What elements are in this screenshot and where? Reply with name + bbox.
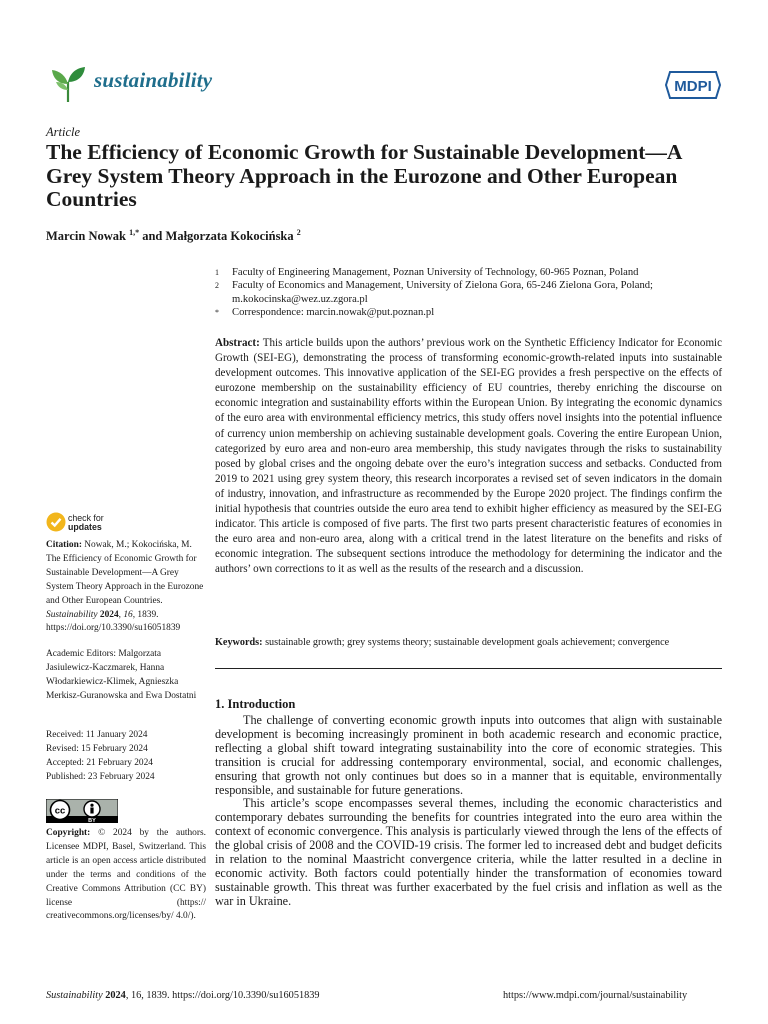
introduction-body — [215, 714, 722, 909]
sprout-icon — [48, 64, 88, 104]
received-date: Received: 11 January 2024 — [46, 730, 148, 740]
affiliation-item — [215, 266, 725, 279]
affiliation-item — [215, 279, 725, 306]
check-updates-line: updates — [68, 522, 102, 532]
published-date: Published: 23 February 2024 — [46, 771, 155, 782]
paragraph: This article’s scope encompasses several themes, including the economic characteristics and contemporary debates surrounding the benefits for countries integrated into the euro area within the context of economic convergence. This analysis is particularly viewed through the lens of the effects of the global crisis of 2008 and the COVID-19 crisis. The former led to increased debt and budget deficits in relation to the nominal Maastricht convergence criteria, while the latter resulted in a decline in economic activity. Both factors could potentially hinder the transformation of economies toward sustainable growth. This threat was further exacerbated by the fuel crisis and inflation as well as the war in Ukraine. — [215, 796, 722, 908]
author-name: Marcin Nowak — [46, 229, 126, 244]
author-list — [46, 228, 301, 244]
footer-journal-url[interactable]: https://www.mdpi.com/journal/sustainability — [503, 990, 688, 1001]
citation-label: Citation: — [46, 540, 82, 550]
affiliation-text: Faculty of Economics and Management, University of Zielona Gora, 65-246 Zielona Gora, Poland; m.kokocinska@wez.uz.zgora.pl — [232, 280, 653, 305]
cc-by-license-icon[interactable] — [46, 799, 118, 823]
svg-text:BY: BY — [88, 818, 96, 823]
article-title: The Efficiency of Economic Growth for Sustainable Development—A Grey System Theory Approach in the Eurozone and Other European Countries — [46, 140, 682, 211]
section-divider — [215, 668, 722, 669]
abstract — [215, 336, 722, 578]
affiliation-item — [215, 306, 725, 319]
article-type: Article — [46, 125, 81, 139]
citation-year: 2024 — [99, 609, 119, 620]
citation-volume: 16 — [123, 609, 133, 620]
publication-dates — [46, 729, 206, 785]
keywords-text: sustainable growth; grey systems theory; sustainable development goals achievement; convergence — [265, 637, 670, 648]
copyright-text: © 2024 by the authors. Licensee MDPI, Basel, Switzerland. This article is an open access article distributed under the terms and conditions of the Creative Commons Attribution (CC BY) license (https:// creativecommons.org/licenses/by/ 4.0/). — [46, 828, 206, 922]
affiliation-text: Correspondence: marcin.nowak@put.poznan.pl — [232, 307, 435, 319]
citation-text: Nowak, M.; Kokocińska, M. The Efficiency of Economic Growth for Sustainable Development—A Grey System Theory Approach in the Eurozone and Other European Countries. — [46, 540, 204, 606]
check-for-updates-label[interactable] — [68, 514, 104, 532]
author-affil-mark: 1,* — [129, 228, 140, 237]
author-joiner: and — [139, 229, 166, 244]
footer-citation — [46, 990, 320, 1001]
footer-year: 2024 — [105, 990, 126, 1001]
author-name: Małgorzata Kokocińska — [165, 229, 294, 244]
author-affil-mark: 2 — [296, 228, 301, 237]
keywords-label: Keywords: — [215, 637, 263, 648]
affiliation-mark: 1 — [215, 268, 219, 277]
footer-journal: Sustainability — [46, 990, 103, 1001]
copyright-label: Copyright: — [46, 828, 91, 838]
affiliations — [215, 266, 725, 320]
section-heading: 1. Introduction — [215, 697, 296, 711]
keywords — [215, 636, 722, 650]
accepted-date: Accepted: 21 February 2024 — [46, 757, 153, 768]
citation-journal: Sustainability — [46, 609, 98, 620]
footer-citation-rest: , 16, 1839. https://doi.org/10.3390/su16051839 — [125, 990, 320, 1001]
citation-block: Citation: Nowak, M.; Kokocińska, M. The Efficiency of Economic Growth for Sustainable Development—A Grey System Theory Approach in the Eurozone and Other European Countries. Sustainability 2024, 16, 1839. https://doi.org/10.3390/su16051839 — [46, 540, 204, 634]
mdpi-logo — [664, 70, 722, 100]
paragraph: The challenge of converting economic growth inputs into outcomes that align with sustainable development is becoming increasingly prominent in both academic research and economic practice, reflecting a global shift toward integrating sustainability into the core of economic strategies. This transition is crucial for addressing contemporary environmental, social, and economic challenges, ensuring that growth not only continues but does so in a manner that is equitable, environmentally responsible, and sustainable for future generations. — [215, 713, 722, 797]
revised-date: Revised: 15 February 2024 — [46, 743, 148, 754]
svg-text:cc: cc — [54, 805, 66, 817]
copyright-notice — [46, 827, 206, 924]
journal-name: sustainability — [94, 68, 213, 92]
academic-editors: Academic Editors: Malgorzata Jasiulewicz-Kaczmarek, Hanna Włodarkiewicz-Klimek, Agnieszka Merkisz-Guranowska and Ewa Dostatni — [46, 649, 197, 701]
check-for-updates-icon[interactable] — [46, 512, 66, 532]
check-updates-line: check for — [68, 513, 104, 523]
affiliation-text: Faculty of Engineering Management, Poznan University of Technology, 60-965 Poznan, Poland — [232, 267, 639, 278]
citation-pages: , 1839. — [132, 609, 159, 620]
abstract-label: Abstract: — [215, 337, 260, 349]
citation-doi-link[interactable]: https://doi.org/10.3390/su16051839 — [46, 623, 181, 634]
abstract-text: This article builds upon the authors’ previous work on the Synthetic Efficiency Indicator for Economic Growth (SEI-EG), demonstrating the process of transforming economic-growth-related inputs into sustainable development outcomes. This innovative application of the SEI-EG provides a fresh perspective on the effects of eurozone membership on the sustainability efficiency of EU countries, thereby enriching the discourse on economic integration and sustainability efforts within the European Union. By integrating the economic dynamics of the euro area with environmental efficiency metrics, this study offers novel insights into the potential influence of currency union membership on achieving sustainable development goals. Covering the entire European Union, categorized by euro area and non-euro area membership, this study navigates through the risks to sustainability posed by global crises and the ongoing debate over the euro’s integration success and setbacks. Conducted from 2019 to 2021 using grey system theory, this research incorporates a revised set of seven indicators in the domain of industry, innovation, and infrastructure as recommended by the Europe 2020 project. The findings confirm the initial hypothesis that countries outside the euro area tend to exhibit higher efficiency as measured by the SEI-EG indicator. This article is composed of five parts. The first two parts present characteristic features of economies in the euro area and non-euro area, along with a critical trend in the latest literature on the benefits and risks of economic integration. The subsequent sections introduce the methodology for determining the indicator and the authors’ own corrections to it as well as the results of the research and a discussion. — [215, 337, 723, 576]
affiliation-mark: 2 — [215, 281, 219, 291]
mdpi-logo-text: MDPI — [674, 78, 712, 95]
affiliation-mark: * — [215, 308, 219, 318]
